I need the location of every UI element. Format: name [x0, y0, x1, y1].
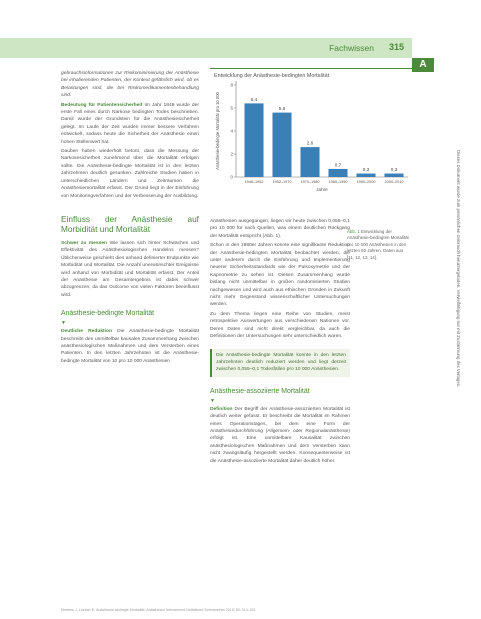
x-tick-label: 1980–1990	[328, 180, 348, 184]
paragraph-definition	[210, 406, 350, 465]
bar	[356, 174, 375, 177]
arrow-down-icon: ▼	[210, 397, 215, 404]
summary-box: Die Anästhesie-bedingte Mortalität konnte in den letzten Jahrzehnten deutlich reduziert werden und liegt derzeit zwischen 0,055–0,1 Todesfällen pro 10 000 Anästhesien.	[210, 349, 350, 377]
x-tick-label: 1990–2000	[356, 180, 376, 184]
x-tick-label: 2000–2010	[384, 180, 404, 184]
paragraph-dauben: Dauben haben wiederholt betont, dass die Messung der Narkosesicherheit zunehmend über die Mortalität erfolgen sollte. Die Anästhesie-bedingte Mortalität ist in den letzten Jahrzehnten deutlich gesunken. Zahlreiche Studien haben in unterschiedlichen Ländern und Zeiträumen die Anästhesiemortalität erfasst. Der Grund liegt in der Einführung von Monitoringverfahren und der Verbesserung der Ausbildung.	[61, 149, 199, 199]
keyword-definition: Definition	[210, 406, 233, 412]
paragraph-1980s: Schon in den 1980er Jahren konnte eine signifikante Reduktion der Anästhesie-bedingten Mortalität beobachtet werden, die unter anderem durch die Einführung und Implementierung neuerer Sicherheitsstandards wie der Pulsoxymetrie und der Kapnometrie zu sehen ist. Diesen Zusammenhang wurde bislang nicht unmittelbar in großen randomisierten Studien nachgewiesen und wird auch aus ethischen Gründen in Zukunft nicht mehr Gegenstand wissenschaftlicher Untersuchungen werden.	[210, 243, 350, 308]
page-footer: Mertens J, Lindner E. Anästhesie-bedingte Mortalität. Anästhesiol Intensivmed Notfallmed Schmerzther 2015; 50: 314–321	[61, 608, 256, 612]
section-label: Fachwissen	[329, 43, 374, 53]
bar	[300, 147, 319, 177]
left-column	[61, 70, 199, 367]
header-bar	[0, 38, 412, 58]
x-tick-label: 1970–1980	[300, 180, 320, 184]
keyword-reduction: Deutliche Reduktion	[61, 329, 112, 335]
bar	[328, 169, 347, 177]
paragraph-measure	[61, 240, 199, 299]
mortality-bar-chart	[210, 69, 414, 209]
data-label: 0,3	[362, 167, 370, 173]
y-tick-label: 6	[230, 105, 233, 111]
copyright-side-note: Dieses Dokument wurde zum persönlichen Gebrauch heruntergeladen. Vervielfältigung nur mit Zustimmung des Verlages.	[456, 150, 461, 388]
chart-title: Entwicklung der Anästhesie-bedingten Mortalität	[214, 73, 330, 79]
y-tick-label: 8	[230, 82, 233, 88]
bar	[272, 113, 291, 177]
paragraph-text: Der Begriff der Anästhesie-assoziierten Mortalität ist deutlich weiter gefasst. Er beschreibt die Mortalität im Rahmen eines Operationstages, bei dem eine Form der Anästhesiedurchführung (Allgemein- oder Regionalanästhesie) erfolgt ist. Eine unmittelbare Kausalität zwischen anästhesiologischen Maßnahmen und dem Versterben kann nicht zwangsläufig hergestellt werden. Konsequenterweise ist die Anästhesie-assoziierte Mortalität daher deutlich höher.	[210, 406, 350, 464]
subheading-anesthesia-related: Anästhesie-bedingte Mortalität	[61, 310, 155, 318]
section-heading: Einfluss der Anästhesie auf Morbidität und Mortalität	[61, 213, 199, 234]
y-tick-label: 4	[230, 128, 233, 134]
bar	[384, 174, 403, 177]
data-label: 0,3	[390, 167, 398, 173]
paragraph-text: Die Anästhesie-bedingte Mortalität beschreibt den unmittelbar kausalen Zusammenhang zwischen anästhesiologischen Maßnahmen und dem Versterben eines Patienten. In den letzten Jahrzehnten ist die Anästhesie-bedingte Mortalität von 10 pro 10 000 Anästhesien	[61, 329, 199, 364]
x-tick-label: 1948–1952	[244, 180, 264, 184]
paragraph-reduction	[61, 328, 199, 365]
subheading-anesthesia-associated: Anästhesie-assoziierte Mortalität	[210, 387, 310, 395]
data-label: 0,7	[334, 162, 342, 168]
y-axis-label: Anästhesie-bedingte Mortalität pro 10 000	[215, 92, 220, 170]
mortality-figure	[210, 68, 414, 210]
paragraph-text: Im Jahr 1848 wurde der erste Fall eines durch Narkose bedingten Todes beschrieben. Damit wurde der Grundstein für die Anästhesiesicherheit gelegt. Im Laufe der Zeit wurden immer bessere Verfahren entwickelt, sodass heute die Sicherheit der Anästhesie einen hohen Stellenwert hat.	[61, 102, 199, 145]
paragraph-today: Anästhesien ausgegangen, liegen wir heute zwischen 0,055–0,1 pro 10 000 für nach Quellen, was einem deutlichen Rückgang der Mortalität entspricht (Abb. 1).	[210, 219, 350, 239]
chapter-tab: A	[412, 58, 434, 72]
page-number: 315	[388, 42, 404, 52]
x-axis-label: Jahre	[316, 187, 328, 192]
paragraph-studies: Zu dem Thema liegen eine Reihe von Studien, meist retrospektive Auswertungen aus verschiedenen Nationen vor. Deren Daten sind nicht direkt vergleichbar, da auch die Definitionen der Untersuchungen sehr unterschiedlich waren.	[210, 311, 350, 340]
data-label: 5,6	[278, 106, 286, 112]
arrow-down-icon: ▼	[61, 320, 66, 327]
caption-label: Abb. 1	[347, 229, 360, 234]
keyword-measure: Schwer zu messen	[61, 240, 108, 246]
right-column	[210, 218, 350, 467]
caption-text: Entwicklung der Anästhesie-bedingten Mortalität pro 10 000 Anästhesien in den letzten 60 Jahren. Daten aus [11, 12, 13, 14].	[347, 229, 409, 260]
paragraph-patient-safety	[61, 102, 199, 146]
y-tick-label: 0	[230, 174, 233, 180]
keyword-patient-safety: Bedeutung für Patientensicherheit	[61, 102, 143, 108]
y-tick-label: 2	[230, 151, 233, 157]
paragraph-text: Wie lassen sich hinter Schwächen und Effektivität des Anästhesiologischen Handelns messen? Üblicherweise geschieht dies anhand definierter Endpunkte wie Morbidität und Mortalität. Die Anzahl unerwünschter Ereignisse wird anhand von Morbidität und Mortalität erfasst. Der Anteil der Anästhesie am Gesamtergebnis ist dabei schwer abzugrenzen, da das Outcome von vielen Faktoren beeinflusst wird.	[61, 240, 200, 298]
figure-caption	[347, 229, 409, 261]
intro-paragraph: gebrauchsinformationen zur Risikominimierung der Anästhesie bei inhalierenden Patienten, der Kontext gefährlich wird, ob es Belastungen sind, die bei Risikomedikamentenbehandlung sind.	[61, 71, 199, 99]
data-label: 6,4	[250, 96, 258, 102]
x-tick-label: 1952–1970	[272, 180, 292, 184]
data-label: 2,6	[306, 140, 314, 146]
bar	[244, 103, 263, 177]
